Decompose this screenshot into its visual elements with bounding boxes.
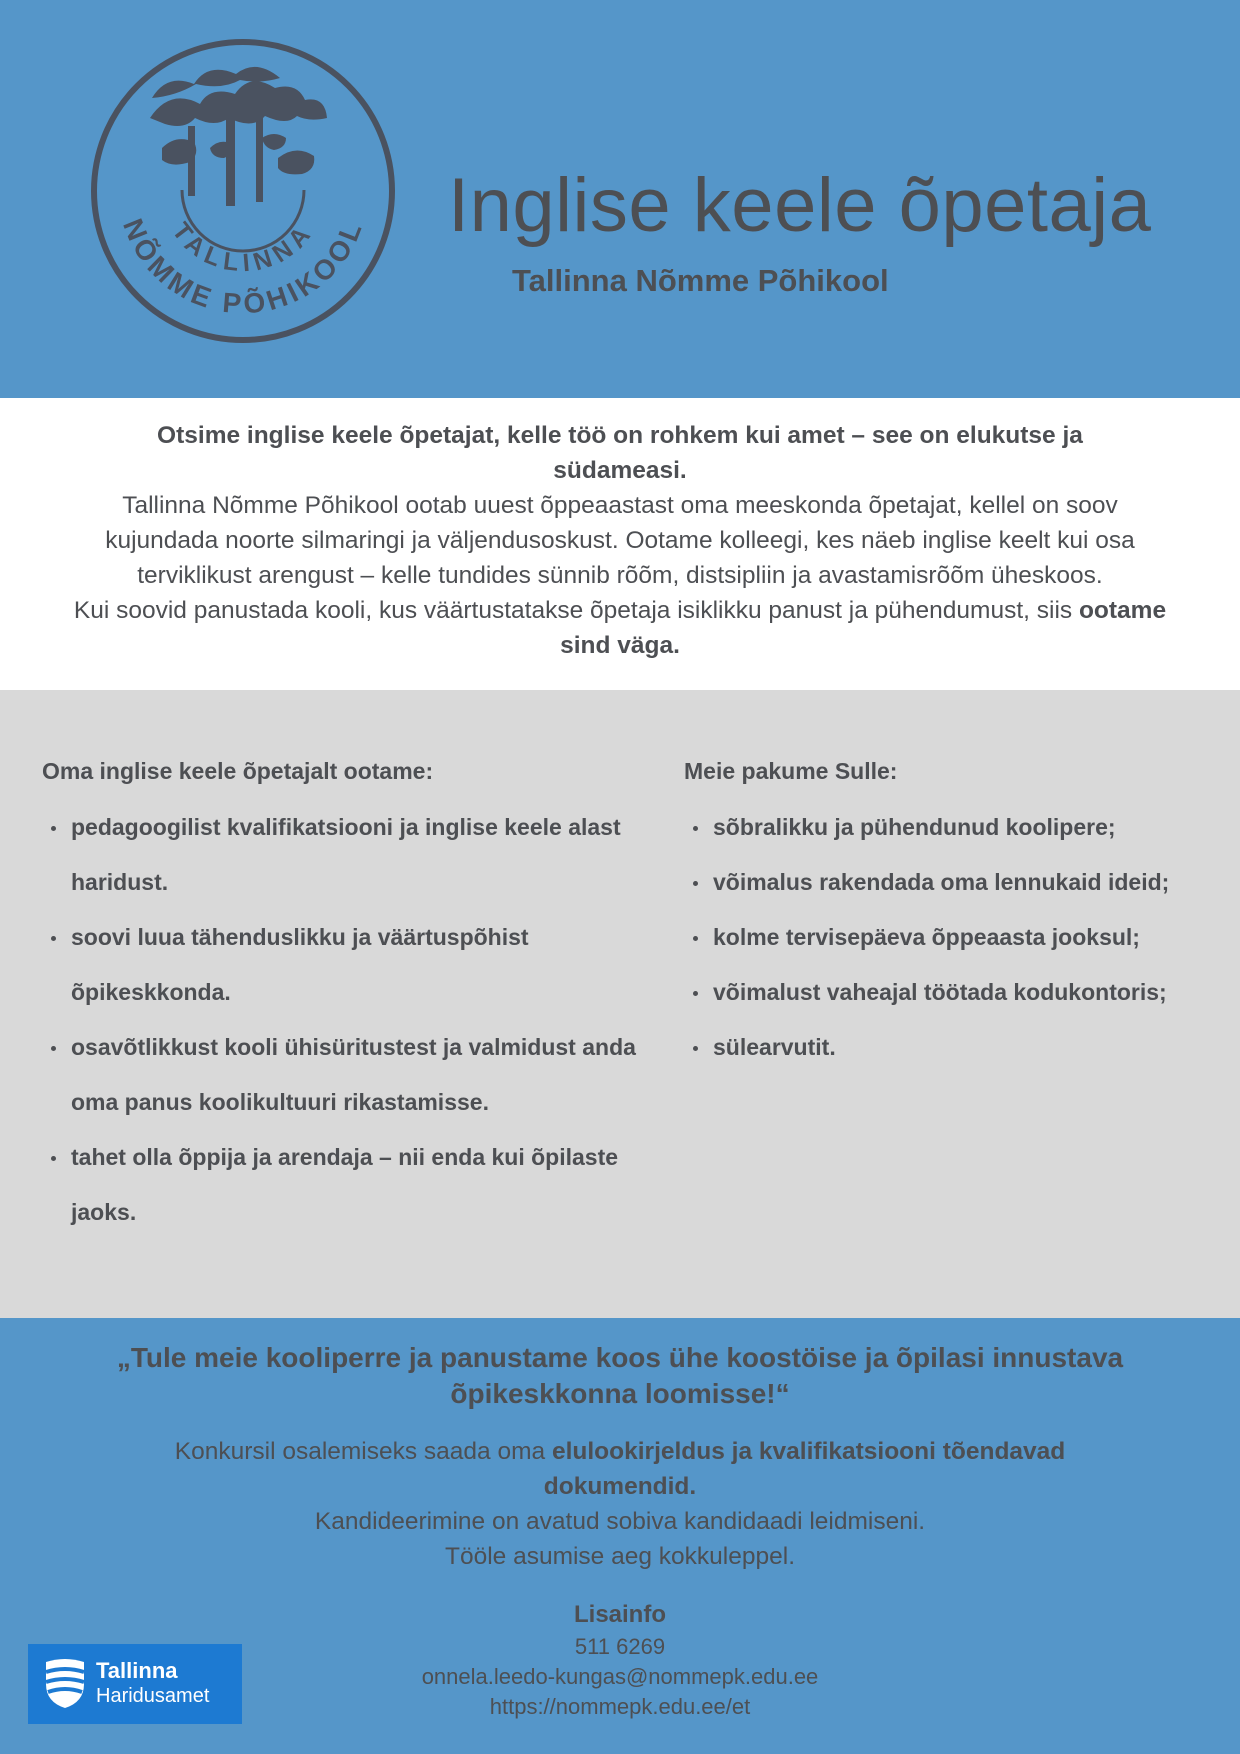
list-item: võimalust vaheajal töötada kodukontoris; [713,965,1214,1020]
offers-heading: Meie pakume Sulle: [684,758,898,784]
header-banner [0,0,1240,398]
school-name: Tallinna Nõmme Põhikool [512,263,889,298]
quote: „Tule meie kooliperre ja panustame koos ühe koostöise ja õpilasi innustava õpikeskkonna loomisse!“ [116,1342,1124,1409]
school-logo [90,38,396,344]
list-item: osavõtlikkust kooli ühisüritustest ja valmidust anda oma panus koolikultuuri rikastamisse. [71,1020,642,1130]
contact-website[interactable]: https://nommepk.edu.ee/et [489,1694,751,1719]
list-item: võimalus rakendada oma lennukaid ideid; [713,855,1214,910]
requirements-column [42,756,642,1240]
intro-closing-bold: ootame sind väga. [560,597,1167,659]
intro-closing [70,593,1170,663]
list-item: sõbralikku ja pühendunud koolipere; [713,800,1214,855]
shield-icon [42,1658,88,1710]
requirements-heading: Oma inglise keele õpetajalt ootame: [42,758,434,784]
list-item: pedagoogilist kvalifikatsiooni ja inglise keele alast haridust. [71,800,642,910]
apply-line-open: Kandideerimine on avatud sobiva kandidaadi leidmiseni. [314,1508,926,1535]
apply-documents: elulookirjeldus ja kvalifikatsiooni tõendavad dokumendid. [543,1438,1066,1500]
logo-text-top: TALLINNA [166,217,320,278]
svg-text:TALLINNA [166,217,319,277]
list-item: kolme tervisepäeva õppeaasta jooksul; [713,910,1214,965]
intro-paragraph: Tallinna Nõmme Põhikool ootab uuest õppeaastast oma meeskonda õpetajat, kellel on soov kujundada noorte silmaringi ja väljendusoskust. Ootame kolleegi, kes näeb inglise keelt kui osa terviklikust arengust – kelle tundides sünnib rõõm, distsipliin ja avastamisrõõm üheskoos. [105,492,1135,589]
apply-text: Konkursil osalemiseks saada oma [174,1438,546,1465]
application-info [110,1434,1130,1574]
offers-column [684,756,1214,1075]
haridusamet-logo [28,1644,242,1724]
contact-heading: Lisainfo [573,1601,666,1628]
logo-text-bottom: NÕMME PÕHIKOOL [117,214,369,320]
contact-phone[interactable]: 511 6269 [574,1634,666,1659]
footer-section [0,1318,1240,1754]
contact-email[interactable]: onnela.leedo-kungas@nommepk.edu.ee [421,1664,819,1689]
intro-section [0,398,1240,690]
list-item: sülearvutit. [713,1020,1214,1075]
list-item: soovi luua tähenduslikku ja väärtuspõhist õpikeskkonda. [71,910,642,1020]
intro-lead: Otsime inglise keele õpetajat, kelle töö on rohkem kui amet – see on elukutse ja südameasi. [157,422,1083,484]
lists-section [0,690,1240,1318]
contact-block [300,1600,940,1722]
offers-list [684,800,1214,1075]
page-title: Inglise keele õpetaja [448,163,1152,248]
apply-line-start: Tööle asumise aeg kokkuleppel. [444,1543,795,1570]
badge-line2: Haridusamet [96,1685,210,1707]
requirements-list [42,800,642,1240]
badge-line1: Tallinna [96,1658,178,1683]
intro-closing-text: Kui soovid panustada kooli, kus väärtustatakse õpetaja isiklikku panust ja pühendumust, siis [73,597,1073,624]
list-item: tahet olla õppija ja arendaja – nii enda kui õpilaste jaoks. [71,1130,642,1240]
